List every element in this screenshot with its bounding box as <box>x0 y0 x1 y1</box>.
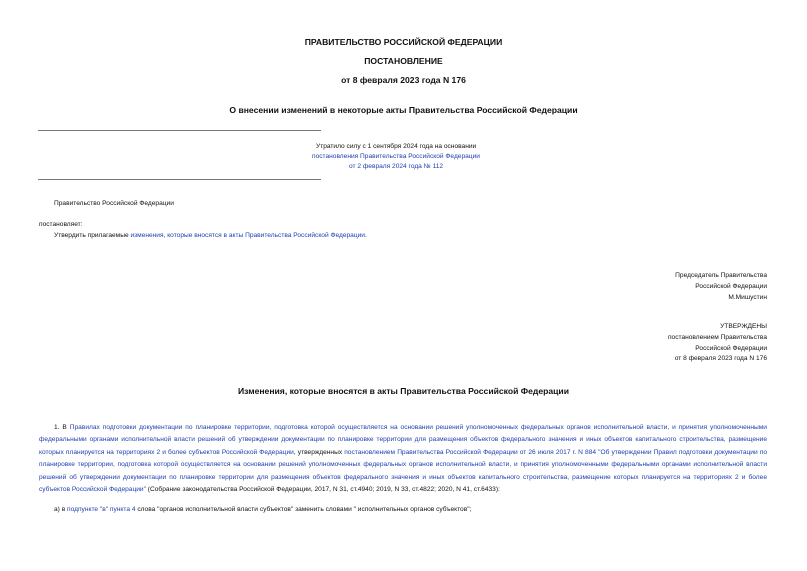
changes-title: Изменения, которые вносятся в акты Правительства Российской Федерации <box>237 386 569 396</box>
approve-paragraph: Утвердить прилагаемые изменения, которые вносятся в акты Правительства Российской Федерации. <box>54 232 367 239</box>
document-title: О внесении изменений в некоторые акты Правительства Российской Федерации <box>229 105 578 115</box>
signature-org: Российской Федерации <box>695 283 767 290</box>
repeal-link-date[interactable]: от 2 февраля 2024 года № 112 <box>349 163 444 170</box>
repeal-link-resolution[interactable]: постановления Правительства Российской Федерации <box>312 153 480 160</box>
approved-heading: УТВЕРЖДЕНЫ <box>720 323 767 330</box>
divider-top <box>38 130 321 131</box>
issuer: Правительство Российской Федерации <box>54 200 174 207</box>
item-1a-paragraph: а) в подпункте "в" пункта 4 слова "органов исполнительной власти субъектов" заменить словами " исполнительных органов субъектов"; <box>54 506 472 513</box>
subitem-link[interactable]: подпункте "в" пункта 4 <box>67 506 136 513</box>
resolution-884-link[interactable]: постановлением Правительства Российской Федерации от 26 июля 2017 г. N 884 "Об утверждении Правил подготовки документации по планировке территории, подготовка которой осуществляется на основании решений уполномоченных федеральных органов исполнительной власти, и принятия уполномоченными федеральными органами исполнительной власти решений об утверждении документации по планировке территории для размещения объектов федерального значения и иных объектов капитального строительства, размещение которых планируется на территориях 2 и более субъектов Российской Федерации" <box>39 448 767 494</box>
government-name: ПРАВИТЕЛЬСТВО РОССИЙСКОЙ ФЕДЕРАЦИИ <box>304 37 503 47</box>
decides: постановляет: <box>39 221 83 228</box>
rules-link[interactable]: Правилах подготовки документации по планировке территории, подготовка которой осуществляется на основании решений уполномоченных федеральных органов исполнительной власти, и принятия уполномоченными федеральными органами исполнительной власти решений об утверждении документации по планировке территории для размещения объектов федерального значения и иных объектов капитального строительства, размещение которых планируется на территориях 2 и более субъектов Российской Федерации <box>39 424 767 456</box>
signature-name: М.Мишустин <box>728 294 767 301</box>
signature-title: Председатель Правительства <box>675 272 767 279</box>
repeal-note: Утратило силу с 1 сентября 2024 года на основании <box>316 143 477 150</box>
document-date-number: от 8 февраля 2023 года N 176 <box>341 75 466 85</box>
approved-org: Российской Федерации <box>695 345 767 352</box>
approve-changes-link[interactable]: изменения, которые вносятся в акты Правительства Российской Федерации <box>130 232 365 239</box>
item-1-paragraph: 1. В Правилах подготовки документации по планировке территории, подготовка которой осуществляется на основании решений уполномоченных федеральных органов исполнительной власти, и принятия уполномоченными федеральными органами исполнительной власти решений об утверждении документации по планировке территории для размещения объектов федерального значения и иных объектов капитального строительства, размещение которых планируется на территориях 2 и более субъектов Российской Федерации, утвержденных постановлением Правительства Российской Федерации от 26 июля 2017 г. N 884 "Об утверждении Правил подготовки документации по планировке территории, подготовка которой осуществляется на основании решений уполномоченных федеральных органов исполнительной власти, и принятия уполномоченными федеральными органами исполнительной власти решений об утверждении документации по планировке территории для размещения объектов федерального значения и иных объектов капитального строительства, размещение которых планируется на территориях 2 и более субъектов Российской Федерации" (Собрание законодательства Российской Федерации, 2017, N 31, ст.4940; 2019, N 33, ст.4822; 2020, N 41, ст.6433): <box>39 424 767 494</box>
document-type: ПОСТАНОВЛЕНИЕ <box>364 56 443 66</box>
approved-date: от 8 февраля 2023 года N 176 <box>674 355 767 362</box>
approved-by: постановлением Правительства <box>667 334 767 341</box>
divider-bottom <box>38 179 321 180</box>
